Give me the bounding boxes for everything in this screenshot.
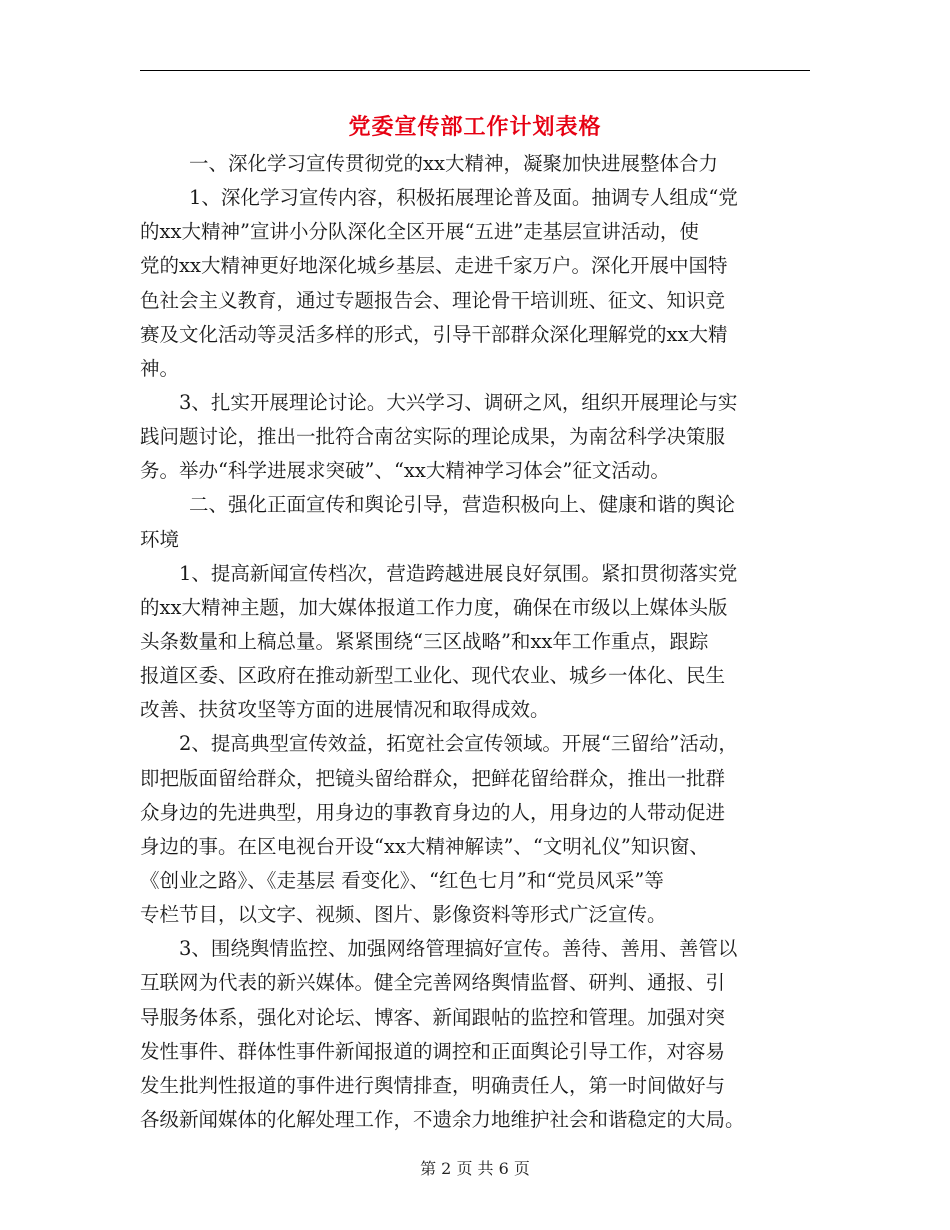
paragraph-line: 即把版面留给群众，把镜头留给群众，把鲜花留给群众，推出一批群 [140,766,726,790]
paragraph-line: 环境 [140,527,180,551]
paragraph-line: 头条数量和上稿总量。紧紧围绕“三区战略”和xx年工作重点，跟踪 [140,629,709,653]
paragraph-line: 2、提高典型宣传效益，拓宽社会宣传领域。开展“三留给”活动， [179,732,738,756]
section-heading-1: 一、深化学习宣传贯彻党的xx大精神，凝聚加快进展整体合力 [189,152,718,175]
paragraph-line: 践问题讨论，推出一批符合南岔实际的理论成果，为南岔科学决策服 [140,425,726,449]
header-rule [140,70,810,71]
paragraph-line: 专栏节目，以文字、视频、图片、影像资料等形式广泛宣传。 [140,903,667,927]
paragraph-line: 互联网为代表的新兴媒体。健全完善网络舆情监督、研判、通报、引 [140,971,726,995]
paragraph-line: 身边的事。在区电视台开设“xx大精神解读”、“文明礼仪”知识窗、 [140,834,709,858]
paragraph-line: 各级新闻媒体的化解处理工作，不遗余力地维护社会和谐稳定的大局。 [140,1107,745,1131]
paragraph-line: 神。 [140,356,180,380]
paragraph-line: 改善、扶贫攻坚等方面的进展情况和取得成效。 [140,698,550,722]
paragraph-line: 发生批判性报道的事件进行舆情排查，明确责任人，第一时间做好与 [140,1073,726,1097]
paragraph-line: 发性事件、群体性事件新闻报道的调控和正面舆论引导工作，对容易 [140,1039,726,1063]
paragraph-line: 报道区委、区政府在推动新型工业化、现代农业、城乡一体化、民生 [140,664,726,688]
paragraph-line: 导服务体系，强化对论坛、博客、新闻跟帖的监控和管理。加强对突 [140,1005,726,1029]
paragraph-line: 《创业之路》、《走基层 看变化》、“红色七月”和“党员风采”等 [140,868,664,892]
paragraph-line: 1、提高新闻宣传档次，营造跨越进展良好氛围。紧扣贯彻落实党 [179,561,738,585]
paragraph-line: 的xx大精神主题，加大媒体报道工作力度，确保在市级以上媒体头版 [140,595,728,619]
paragraph-line: 3、围绕舆情监控、加强网络管理搞好宣传。善待、善用、善管以 [179,937,738,961]
paragraph-line: 赛及文化活动等灵活多样的形式，引导干部群众深化理解党的xx大精 [140,322,728,346]
paragraph-line: 务。举办“科学进展求突破”、“xx大精神学习体会”征文活动。 [140,459,670,483]
section-heading-2: 二、强化正面宣传和舆论引导，营造积极向上、健康和谐的舆论 [189,493,736,517]
document-title: 党委宣传部工作计划表格 [348,114,602,140]
page-number: 第 2 页 共 6 页 [420,1159,530,1178]
paragraph-line: 3、扎实开展理论讨论。大兴学习、调研之风，组织开展理论与实 [179,390,738,414]
paragraph-line: 的xx大精神”宣讲小分队深化全区开展“五进”走基层宣讲活动，使 [140,220,699,244]
paragraph-line: 色社会主义教育，通过专题报告会、理论骨干培训班、征文、知识竞 [140,288,726,312]
paragraph-line: 1、深化学习宣传内容，积极拓展理论普及面。抽调专人组成“党 [189,186,738,210]
paragraph-line: 党的xx大精神更好地深化城乡基层、走进千家万户。深化开展中国特 [140,254,728,278]
document-body [140,147,812,1137]
paragraph-line: 众身边的先进典型，用身边的事教育身边的人，用身边的人带动促进 [140,800,726,824]
